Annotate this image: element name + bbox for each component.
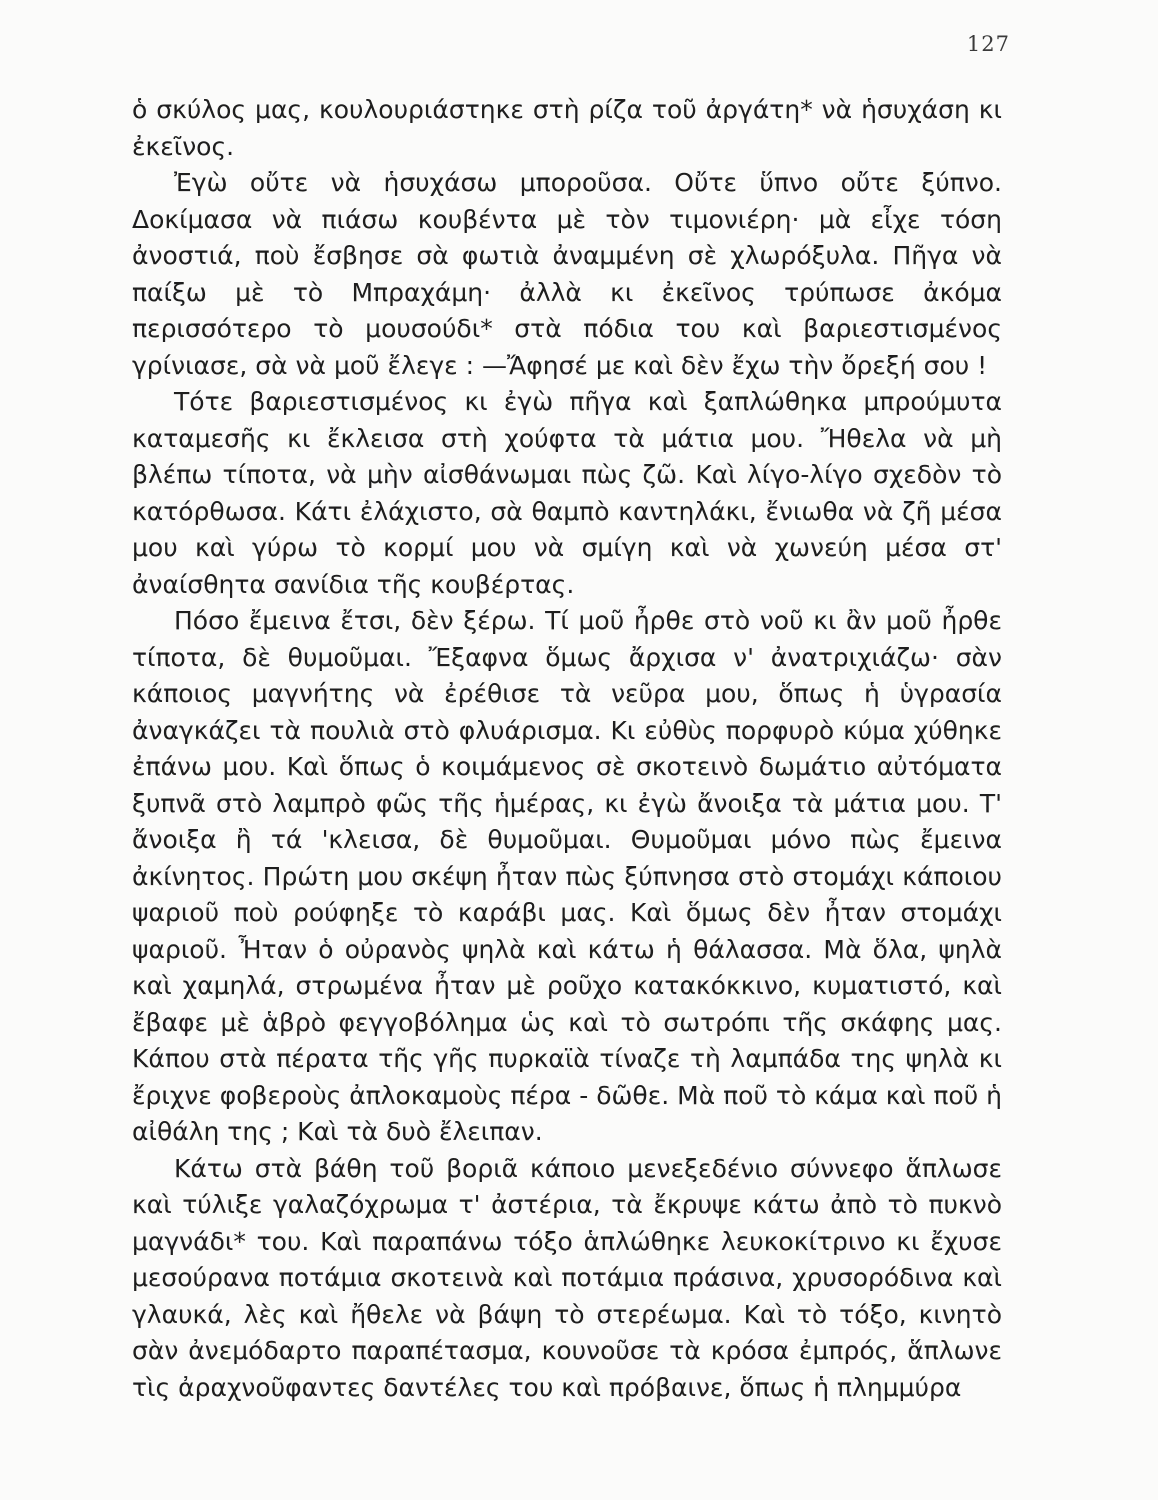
paragraph: Ἐγὼ οὔτε νὰ ἡσυχάσω μποροῦσα. Οὔτε ὕπνο οὔτε ξύπνο. Δοκίμασα νὰ πιάσω κουβέντα μὲ τὸν τιμονιέρη· μὰ εἶχε τόση ἀνοστιά, ποὺ ἔσβησε σὰ φωτιὰ ἀναμμένη σὲ χλωρόξυλα. Πῆγα νὰ παίξω μὲ τὸ Μπραχάμη· ἀλλὰ κι ἐκεῖνος τρύπωσε ἀκόμα περισσότερο τὸ μουσούδι* στὰ πόδια του καὶ βαριεστισμένος γρίνιασε, σὰ νὰ μοῦ ἔλεγε : —Ἄφησέ με καὶ δὲν ἔχω τὴν ὄρεξή σου ! [132, 168, 1002, 380]
page-number: 127 [966, 32, 1010, 56]
paragraph: Τότε βαριεστισμένος κι ἐγὼ πῆγα καὶ ξαπλώθηκα μπρούμυτα καταμεσῆς κι ἔκλεισα στὴ χούφτα τὰ μάτια μου. Ἤθελα νὰ μὴ βλέπω τίποτα, νὰ μὴν αἰσθάνωμαι πὼς ζῶ. Καὶ λίγο-λίγο σχεδὸν τὸ κατόρθωσα. Κάτι ἐλάχιστο, σὰ θαμπὸ καντηλάκι, ἔνιωθα νὰ ζῆ μέσα μου καὶ γύρω τὸ κορμί μου νὰ σμίγη καὶ νὰ χωνεύη μέσα στ' ἀναίσθητα σανίδια τῆς κουβέρτας. [132, 387, 1002, 599]
paragraph-continuation: ὁ σκύλος μας, κουλουριάστηκε στὴ ρίζα τοῦ ἀργάτη* νὰ ἡσυχάση κι ἐκεῖνος. [132, 95, 1002, 161]
body-text [132, 92, 1002, 1406]
paragraph: Κάτω στὰ βάθη τοῦ βοριᾶ κάποιο μενεξεδένιο σύννεφο ἅπλωσε καὶ τύλιξε γαλαζόχρωμα τ' ἀστέρια, τὰ ἔκρυψε κάτω ἀπὸ τὸ πυκνὸ μαγνάδι* του. Καὶ παραπάνω τόξο ἁπλώθηκε λευκοκίτρινο κι ἔχυσε μεσούρανα ποτάμια σκοτεινὰ καὶ ποτάμια πράσινα, χρυσορόδινα καὶ γλαυκά, λὲς καὶ ἤθελε νὰ βάψη τὸ στερέωμα. Καὶ τὸ τόξο, κινητὸ σὰν ἀνεμόδαρτο παραπέτασμα, κουνοῦσε τὰ κρόσα ἐμπρός, ἅπλωνε τὶς ἀραχνοῦφαντες δαντέλες του καὶ πρόβαινε, ὅπως ἡ πλημμύρα [132, 1153, 1002, 1402]
paragraph: Πόσο ἔμεινα ἔτσι, δὲν ξέρω. Τί μοῦ ἦρθε στὸ νοῦ κι ἂν μοῦ ἦρθε τίποτα, δὲ θυμοῦμαι. Ἔξαφνα ὅμως ἄρχισα ν' ἀνατριχιάζω· σὰν κάποιος μαγνήτης νὰ ἐρέθισε τὰ νεῦρα μου, ὅπως ἡ ὑγρασία ἀναγκάζει τὰ πουλιὰ στὸ φλυάρισμα. Κι εὐθὺς πορφυρὸ κύμα χύθηκε ἐπάνω μου. Καὶ ὅπως ὁ κοιμάμενος σὲ σκοτεινὸ δωμάτιο αὐτόματα ξυπνᾶ στὸ λαμπρὸ φῶς τῆς ἡμέρας, κι ἐγὼ ἄνοιξα τὰ μάτια μου. Τ' ἄνοιξα ἢ τά 'κλεισα, δὲ θυμοῦμαι. Θυμοῦμαι μόνο πὼς ἔμεινα ἀκίνητος. Πρώτη μου σκέψη ἦταν πὼς ξύπνησα στὸ στομάχι κάποιου ψαριοῦ ποὺ ρούφηξε τὸ καράβι μας. Καὶ ὅμως δὲν ἦταν στομάχι ψαριοῦ. Ἦταν ὁ οὐρανὸς ψηλὰ καὶ κάτω ἡ θάλασσα. Μὰ ὅλα, ψηλὰ καὶ χαμηλά, στρωμένα ἦταν μὲ ροῦχο κατακόκκινο, κυματιστό, καὶ ἔβαφε μὲ ἁβρὸ φεγγοβόλημα ὡς καὶ τὸ σωτρόπι τῆς σκάφης μας. Κάπου στὰ πέρατα τῆς γῆς πυρκαϊὰ τίναζε τὴ λαμπάδα της ψηλὰ κι ἔριχνε φοβεροὺς ἀπλοκαμοὺς πέρα - δῶθε. Μὰ ποῦ τὸ κάμα καὶ ποῦ ἡ αἰθάλη της ; Καὶ τὰ δυὸ ἔλειπαν. [132, 606, 1002, 1146]
